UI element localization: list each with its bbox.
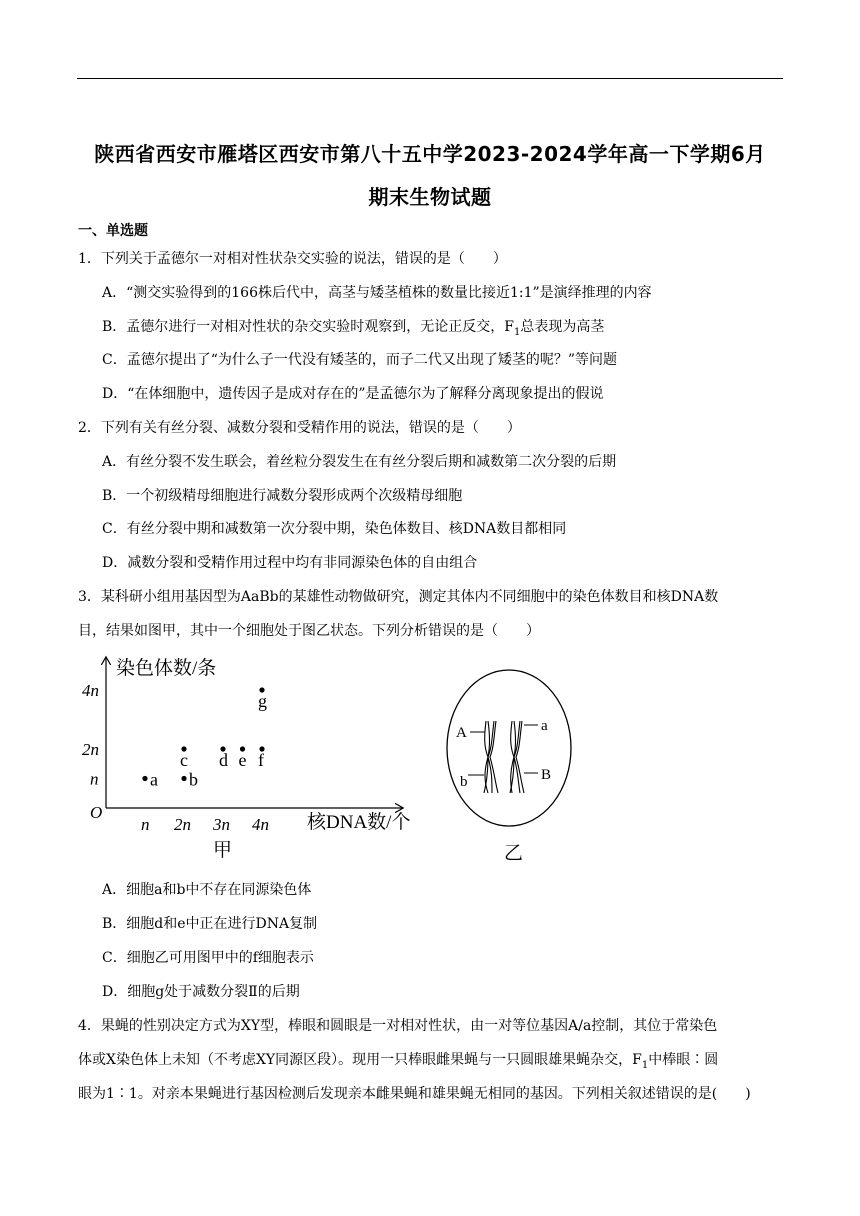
gene-label-b: b bbox=[460, 774, 468, 790]
exam-title-line1: 陕西省西安市雁塔区西安市第八十五中学2023-2024学年高一下学期6月 bbox=[94, 142, 766, 166]
gene-label-B: B bbox=[541, 767, 552, 783]
q3-option-b: B．细胞d和e中正在进行DNA复制 bbox=[102, 916, 318, 932]
point-label-f: f bbox=[258, 750, 264, 770]
q1-option-b: B．孟德尔进行一对相对性状的杂交实验时观察到，无论正反交，$F_1$总表现为高茎 bbox=[102, 319, 605, 338]
q1-stem: 1．下列关于孟德尔一对相对性状杂交实验的说法，错误的是（ ） bbox=[78, 251, 507, 267]
header-rule bbox=[77, 78, 783, 79]
x-tick-label: 2n bbox=[174, 815, 191, 834]
gene-label-a: a bbox=[541, 718, 548, 734]
y-axis-label: 染色体数/条 bbox=[116, 658, 217, 679]
figure-jia-chart bbox=[80, 650, 430, 865]
x-axis-label: 核DNA数/个 bbox=[307, 812, 411, 833]
figure-jia-caption: 甲 bbox=[213, 840, 233, 861]
q2-stem: 2．下列有关有丝分裂、减数分裂和受精作用的说法，错误的是（ ） bbox=[78, 420, 521, 436]
point-label-g: g bbox=[258, 691, 267, 711]
q4-line3: 眼为1∶1。对亲本果蝇进行基因检测后发现亲本雌果蝇和雄果蝇无相同的基因。下列相关叙述错误的是( ) bbox=[78, 1086, 751, 1102]
section-heading: 一、单选题 bbox=[78, 223, 148, 239]
chromosome-left bbox=[484, 721, 498, 793]
point-label-d: d bbox=[219, 750, 228, 770]
exam-title-line2: 期末生物试题 bbox=[368, 185, 492, 209]
q3-stem-line1: 3．某科研小组用基因型为AaBb的某雄性动物做研究，测定其体内不同细胞中的染色体数目和核DNA数 bbox=[78, 589, 719, 605]
q2-option-d: D．减数分裂和受精作用过程中均有非同源染色体的自由组合 bbox=[102, 555, 478, 571]
q3-option-a: A．细胞a和b中不存在同源染色体 bbox=[102, 882, 312, 898]
q3-option-d: D．细胞g处于减数分裂Ⅱ的后期 bbox=[102, 984, 300, 1000]
x-tick-label: 3n bbox=[213, 815, 230, 834]
q2-option-c: C．有丝分裂中期和减数第一次分裂中期，染色体数目、核DNA数目都相同 bbox=[102, 521, 567, 537]
gene-label-A: A bbox=[456, 725, 467, 741]
q4-line2: 体或X染色体上未知（不考虑XY同源区段）。现用一只棒眼雌果蝇与一只圆眼雄果蝇杂交，$F_1$中棒眼∶圆 bbox=[78, 1052, 719, 1071]
y-tick-label: 4n bbox=[82, 681, 99, 700]
data-point-b bbox=[181, 776, 186, 781]
q3-stem-line2: 目，结果如图甲，其中一个细胞处于图乙状态。下列分析错误的是（ ） bbox=[78, 623, 540, 639]
q1-option-d: D．“在体细胞中，遗传因子是成对存在的”是孟德尔为了解释分离现象提出的假说 bbox=[102, 386, 604, 402]
x-tick-label: n bbox=[141, 815, 150, 834]
q3-option-c: C．细胞乙可用图甲中的f细胞表示 bbox=[102, 950, 314, 966]
x-tick-label: 4n bbox=[252, 815, 269, 834]
figure-yi-caption: 乙 bbox=[504, 843, 524, 864]
origin-label: O bbox=[90, 803, 103, 822]
point-label-e: e bbox=[238, 750, 247, 770]
y-tick-label: n bbox=[90, 769, 99, 789]
q2-option-a: A．有丝分裂不发生联会，着丝粒分裂发生在有丝分裂后期和减数第二次分裂的后期 bbox=[102, 454, 617, 470]
point-label-c: c bbox=[180, 750, 188, 770]
cell-membrane bbox=[447, 670, 571, 826]
q1-option-a: A．“测交实验得到的166株后代中，高茎与矮茎植株的数量比接近1:1”是演绎推理的内容 bbox=[102, 285, 652, 301]
q2-option-b: B．一个初级精母细胞进行减数分裂形成两个次级精母细胞 bbox=[102, 488, 463, 504]
data-point-a bbox=[142, 776, 147, 781]
y-tick-label: 2n bbox=[82, 740, 99, 759]
q4-line1: 4．果蝇的性别决定方式为XY型，棒眼和圆眼是一对相对性状，由一对等位基因A/a控制，其位于常染色 bbox=[78, 1018, 718, 1034]
q1-option-c: C．孟德尔提出了“为什么子一代没有矮茎的，而子二代又出现了矮茎的呢？”等问题 bbox=[102, 352, 618, 368]
chromosome-right bbox=[510, 721, 524, 793]
point-label-b: b bbox=[189, 769, 198, 790]
figure-yi-cell bbox=[440, 655, 590, 865]
point-label-a: a bbox=[150, 769, 158, 790]
